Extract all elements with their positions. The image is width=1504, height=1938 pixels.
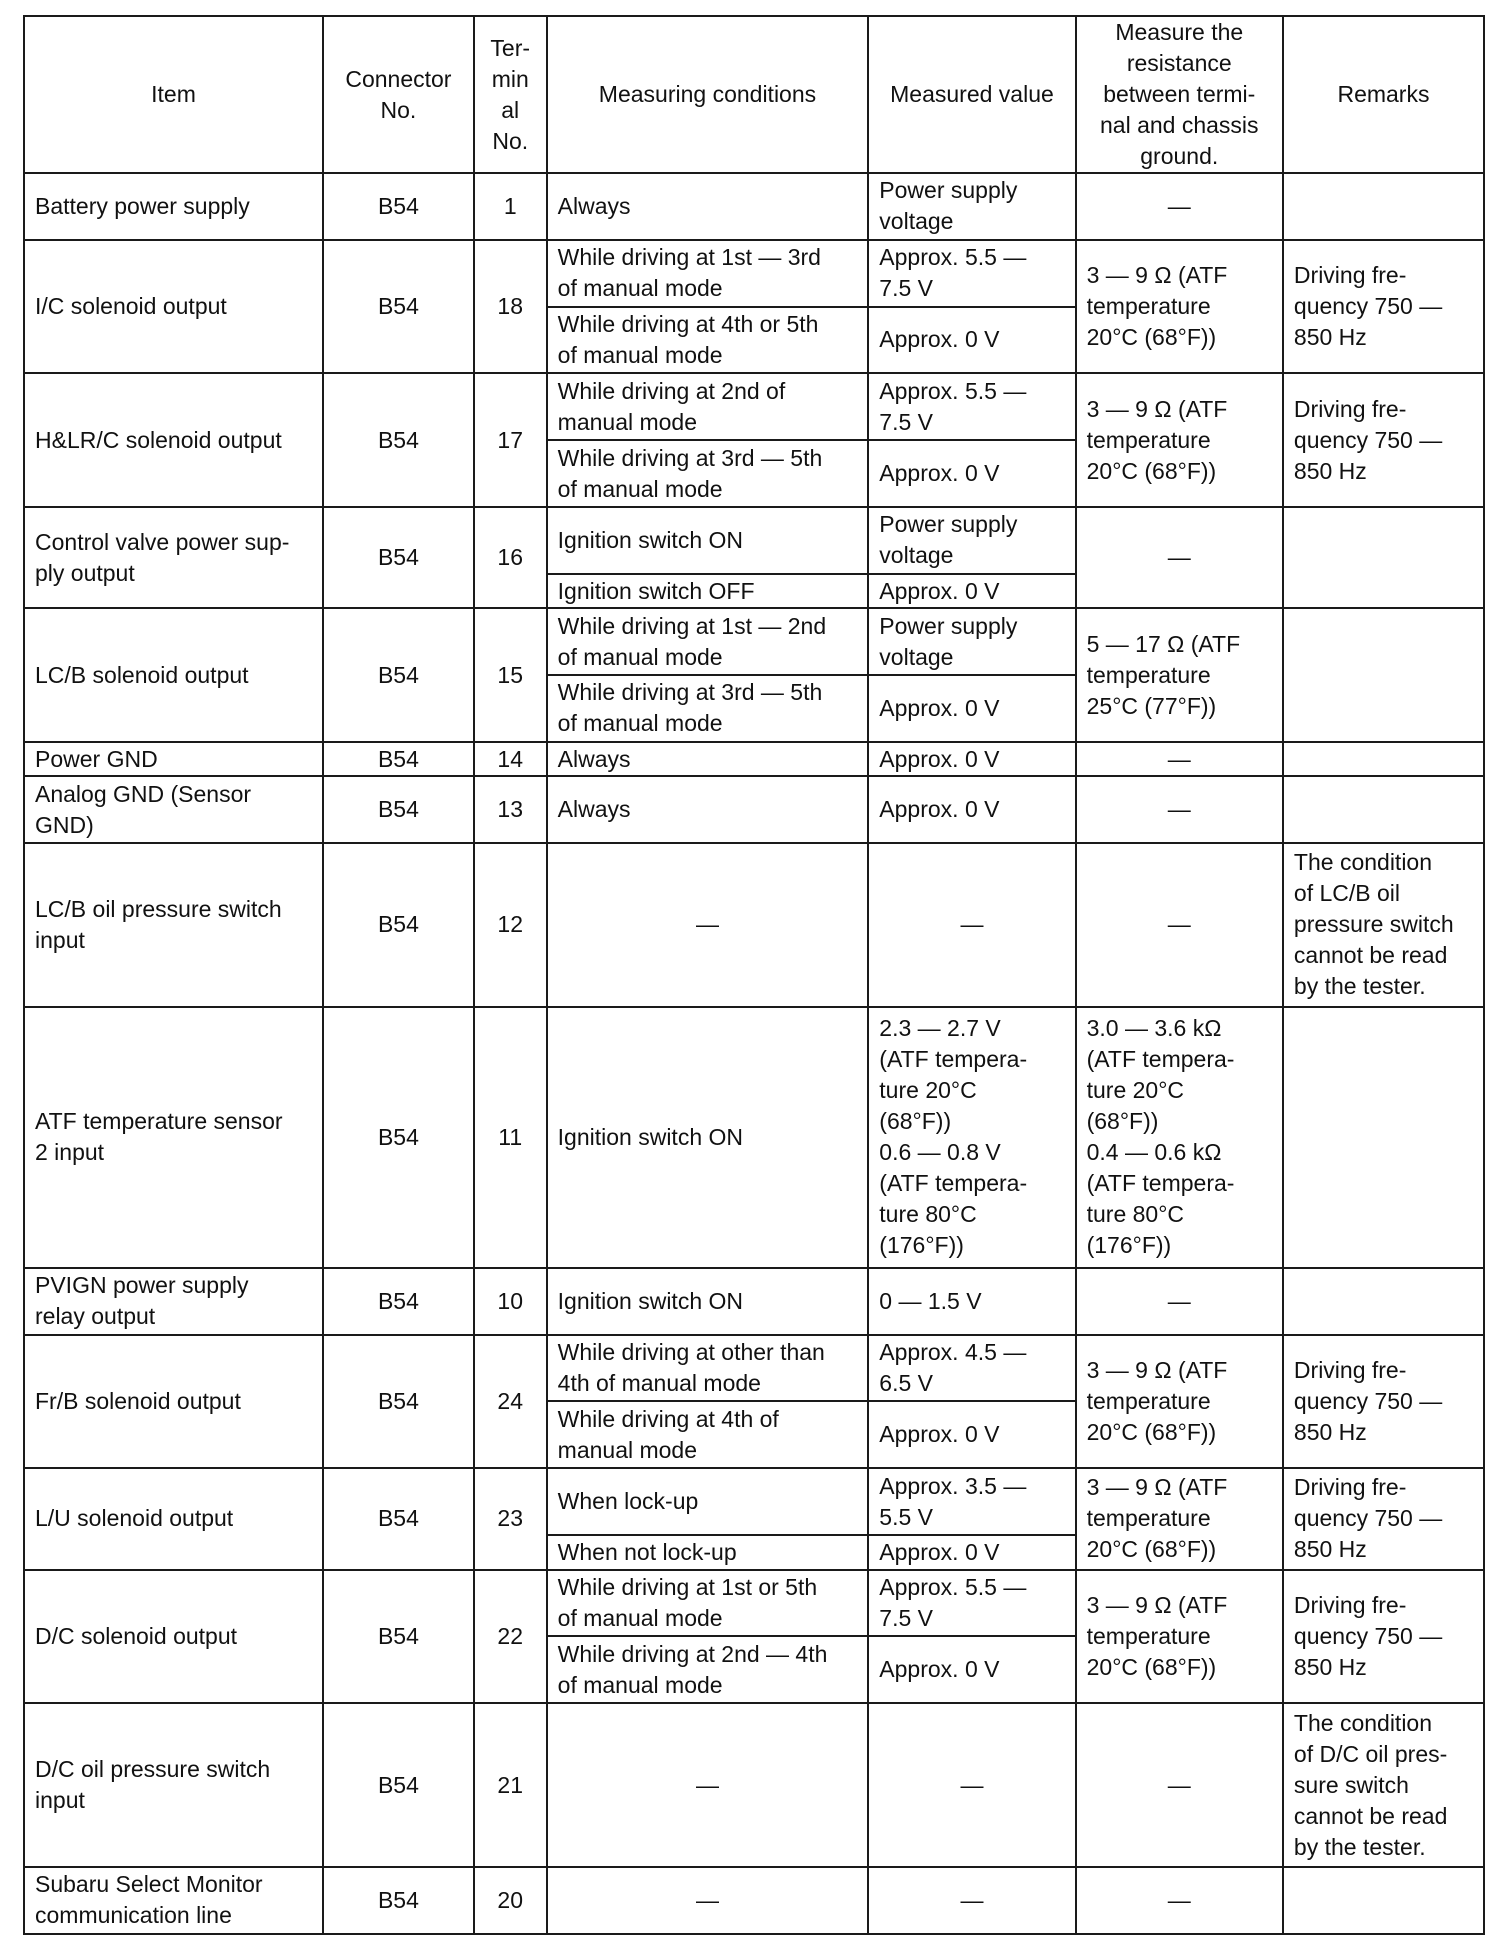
resistance-cell: 3 — 9 Ω (ATF temperature 20°C (68°F)) xyxy=(1076,240,1283,374)
value-cell: Approx. 5.5 — 7.5 V xyxy=(868,240,1075,307)
item-cell: Fr/B solenoid output xyxy=(24,1335,323,1469)
condition-cell: — xyxy=(547,1703,869,1867)
item-cell: Power GND xyxy=(24,742,323,776)
table-row xyxy=(24,1703,1484,1867)
item-cell: PVIGN power supply relay output xyxy=(24,1268,323,1335)
item-cell: L/U solenoid output xyxy=(24,1468,323,1569)
condition-cell: — xyxy=(547,1867,869,1934)
terminal-cell: 15 xyxy=(474,608,547,742)
terminal-cell: 18 xyxy=(474,240,547,374)
resistance-cell: — xyxy=(1076,1703,1283,1867)
condition-cell: While driving at 4th or 5th of manual mode xyxy=(547,307,869,374)
resistance-cell: 3 — 9 Ω (ATF temperature 20°C (68°F)) xyxy=(1076,1468,1283,1569)
condition-cell: While driving at 2nd — 4th of manual mode xyxy=(547,1636,869,1703)
table-row xyxy=(24,776,1484,843)
value-cell: Power supply voltage xyxy=(868,608,1075,675)
condition-cell: Always xyxy=(547,173,869,240)
terminal-cell: 16 xyxy=(474,507,547,608)
terminal-cell: 1 xyxy=(474,173,547,240)
item-cell: Battery power supply xyxy=(24,173,323,240)
table-row xyxy=(24,1468,1484,1535)
connector-cell: B54 xyxy=(323,1007,474,1268)
value-cell: Approx. 0 V xyxy=(868,307,1075,374)
condition-cell: While driving at 3rd — 5th of manual mode xyxy=(547,675,869,742)
remarks-cell: The condition of LC/B oil pressure switch cannot be read by the tester. xyxy=(1283,843,1484,1007)
condition-cell: While driving at 4th of manual mode xyxy=(547,1401,869,1468)
condition-cell: Ignition switch ON xyxy=(547,507,869,574)
table-row xyxy=(24,843,1484,1007)
value-cell: 2.3 — 2.7 V (ATF tempera- ture 20°C (68°F)) 0.6 — 0.8 V (ATF tempera- ture 80°C (176°F)) xyxy=(868,1007,1075,1268)
remarks-cell: Driving fre- quency 750 — 850 Hz xyxy=(1283,1468,1484,1569)
value-cell: Approx. 5.5 — 7.5 V xyxy=(868,373,1075,440)
value-cell: Approx. 3.5 — 5.5 V xyxy=(868,1468,1075,1535)
value-cell: Approx. 4.5 — 6.5 V xyxy=(868,1335,1075,1402)
remarks-cell xyxy=(1283,776,1484,843)
header-terminal: Ter- min al No. xyxy=(474,16,547,173)
header-item: Item xyxy=(24,16,323,173)
header-row xyxy=(24,16,1484,173)
table-row xyxy=(24,1570,1484,1637)
header-conditions: Measuring conditions xyxy=(547,16,869,173)
table-row xyxy=(24,1335,1484,1402)
item-cell: LC/B solenoid output xyxy=(24,608,323,742)
item-cell: D/C oil pressure switch input xyxy=(24,1703,323,1867)
item-cell: ATF temperature sensor 2 input xyxy=(24,1007,323,1268)
value-cell: Approx. 0 V xyxy=(868,574,1075,608)
item-cell: Subaru Select Monitor communication line xyxy=(24,1867,323,1934)
remarks-cell xyxy=(1283,1268,1484,1335)
connector-cell: B54 xyxy=(323,1268,474,1335)
header-remarks: Remarks xyxy=(1283,16,1484,173)
value-cell: Approx. 0 V xyxy=(868,440,1075,507)
table-row xyxy=(24,507,1484,574)
value-cell: Approx. 0 V xyxy=(868,1636,1075,1703)
connector-cell: B54 xyxy=(323,1867,474,1934)
resistance-cell: 3 — 9 Ω (ATF temperature 20°C (68°F)) xyxy=(1076,1570,1283,1704)
item-cell: D/C solenoid output xyxy=(24,1570,323,1704)
connector-cell: B54 xyxy=(323,1703,474,1867)
table-row xyxy=(24,742,1484,776)
terminal-cell: 12 xyxy=(474,843,547,1007)
table-body xyxy=(24,173,1484,1934)
header-resistance: Measure the resistance between termi- nal and chassis ground. xyxy=(1076,16,1283,173)
resistance-cell: — xyxy=(1076,1268,1283,1335)
item-cell: LC/B oil pressure switch input xyxy=(24,843,323,1007)
remarks-cell xyxy=(1283,1007,1484,1268)
item-cell: I/C solenoid output xyxy=(24,240,323,374)
value-cell: Approx. 0 V xyxy=(868,742,1075,776)
resistance-cell: — xyxy=(1076,742,1283,776)
remarks-cell: Driving fre- quency 750 — 850 Hz xyxy=(1283,240,1484,374)
table-row xyxy=(24,1867,1484,1934)
connector-cell: B54 xyxy=(323,776,474,843)
condition-cell: When lock-up xyxy=(547,1468,869,1535)
remarks-cell: The condition of D/C oil pres- sure switch cannot be read by the tester. xyxy=(1283,1703,1484,1867)
item-cell: Control valve power sup- ply output xyxy=(24,507,323,608)
connector-cell: B54 xyxy=(323,1335,474,1469)
terminal-cell: 14 xyxy=(474,742,547,776)
connector-cell: B54 xyxy=(323,843,474,1007)
value-cell: Approx. 0 V xyxy=(868,1401,1075,1468)
connector-cell: B54 xyxy=(323,608,474,742)
terminal-cell: 11 xyxy=(474,1007,547,1268)
remarks-cell xyxy=(1283,507,1484,608)
condition-cell: Always xyxy=(547,742,869,776)
table-row xyxy=(24,173,1484,240)
condition-cell: Ignition switch OFF xyxy=(547,574,869,608)
value-cell: Approx. 5.5 — 7.5 V xyxy=(868,1570,1075,1637)
remarks-cell: Driving fre- quency 750 — 850 Hz xyxy=(1283,373,1484,507)
remarks-cell xyxy=(1283,173,1484,240)
value-cell: — xyxy=(868,843,1075,1007)
item-cell: H&LR/C solenoid output xyxy=(24,373,323,507)
value-cell: — xyxy=(868,1867,1075,1934)
resistance-cell: — xyxy=(1076,507,1283,608)
connector-cell: B54 xyxy=(323,373,474,507)
remarks-cell: Driving fre- quency 750 — 850 Hz xyxy=(1283,1335,1484,1469)
value-cell: Approx. 0 V xyxy=(868,1535,1075,1569)
terminal-cell: 17 xyxy=(474,373,547,507)
resistance-cell: — xyxy=(1076,173,1283,240)
terminal-cell: 24 xyxy=(474,1335,547,1469)
table-row xyxy=(24,1007,1484,1268)
header-connector: Connector No. xyxy=(323,16,474,173)
resistance-cell: 3.0 — 3.6 kΩ (ATF tempera- ture 20°C (68°F)) 0.4 — 0.6 kΩ (ATF tempera- ture 80°C (176°F)) xyxy=(1076,1007,1283,1268)
value-cell: Power supply voltage xyxy=(868,507,1075,574)
condition-cell: While driving at 3rd — 5th of manual mode xyxy=(547,440,869,507)
condition-cell: When not lock-up xyxy=(547,1535,869,1569)
condition-cell: Ignition switch ON xyxy=(547,1268,869,1335)
connector-cell: B54 xyxy=(323,240,474,374)
remarks-cell xyxy=(1283,742,1484,776)
terminal-cell: 23 xyxy=(474,1468,547,1569)
resistance-cell: 3 — 9 Ω (ATF temperature 20°C (68°F)) xyxy=(1076,1335,1283,1469)
header-value: Measured value xyxy=(868,16,1075,173)
terminal-cell: 13 xyxy=(474,776,547,843)
table-row xyxy=(24,240,1484,307)
connector-cell: B54 xyxy=(323,1570,474,1704)
connector-cell: B54 xyxy=(323,173,474,240)
condition-cell: — xyxy=(547,843,869,1007)
value-cell: 0 — 1.5 V xyxy=(868,1268,1075,1335)
table-row xyxy=(24,608,1484,675)
remarks-cell xyxy=(1283,1867,1484,1934)
value-cell: Power supply voltage xyxy=(868,173,1075,240)
condition-cell: Ignition switch ON xyxy=(547,1007,869,1268)
table-row xyxy=(24,373,1484,440)
resistance-cell: — xyxy=(1076,1867,1283,1934)
condition-cell: While driving at 2nd of manual mode xyxy=(547,373,869,440)
resistance-cell: 5 — 17 Ω (ATF temperature 25°C (77°F)) xyxy=(1076,608,1283,742)
terminal-cell: 21 xyxy=(474,1703,547,1867)
table-row xyxy=(24,1268,1484,1335)
resistance-cell: — xyxy=(1076,843,1283,1007)
terminal-cell: 20 xyxy=(474,1867,547,1934)
item-cell: Analog GND (Sensor GND) xyxy=(24,776,323,843)
condition-cell: While driving at 1st — 2nd of manual mode xyxy=(547,608,869,675)
terminal-cell: 10 xyxy=(474,1268,547,1335)
condition-cell: Always xyxy=(547,776,869,843)
resistance-cell: — xyxy=(1076,776,1283,843)
connector-cell: B54 xyxy=(323,1468,474,1569)
connector-cell: B54 xyxy=(323,507,474,608)
condition-cell: While driving at 1st or 5th of manual mode xyxy=(547,1570,869,1637)
terminal-cell: 22 xyxy=(474,1570,547,1704)
terminal-check-table xyxy=(23,15,1485,1935)
value-cell: — xyxy=(868,1703,1075,1867)
remarks-cell: Driving fre- quency 750 — 850 Hz xyxy=(1283,1570,1484,1704)
value-cell: Approx. 0 V xyxy=(868,675,1075,742)
resistance-cell: 3 — 9 Ω (ATF temperature 20°C (68°F)) xyxy=(1076,373,1283,507)
condition-cell: While driving at other than 4th of manual mode xyxy=(547,1335,869,1402)
connector-cell: B54 xyxy=(323,742,474,776)
condition-cell: While driving at 1st — 3rd of manual mode xyxy=(547,240,869,307)
remarks-cell xyxy=(1283,608,1484,742)
value-cell: Approx. 0 V xyxy=(868,776,1075,843)
